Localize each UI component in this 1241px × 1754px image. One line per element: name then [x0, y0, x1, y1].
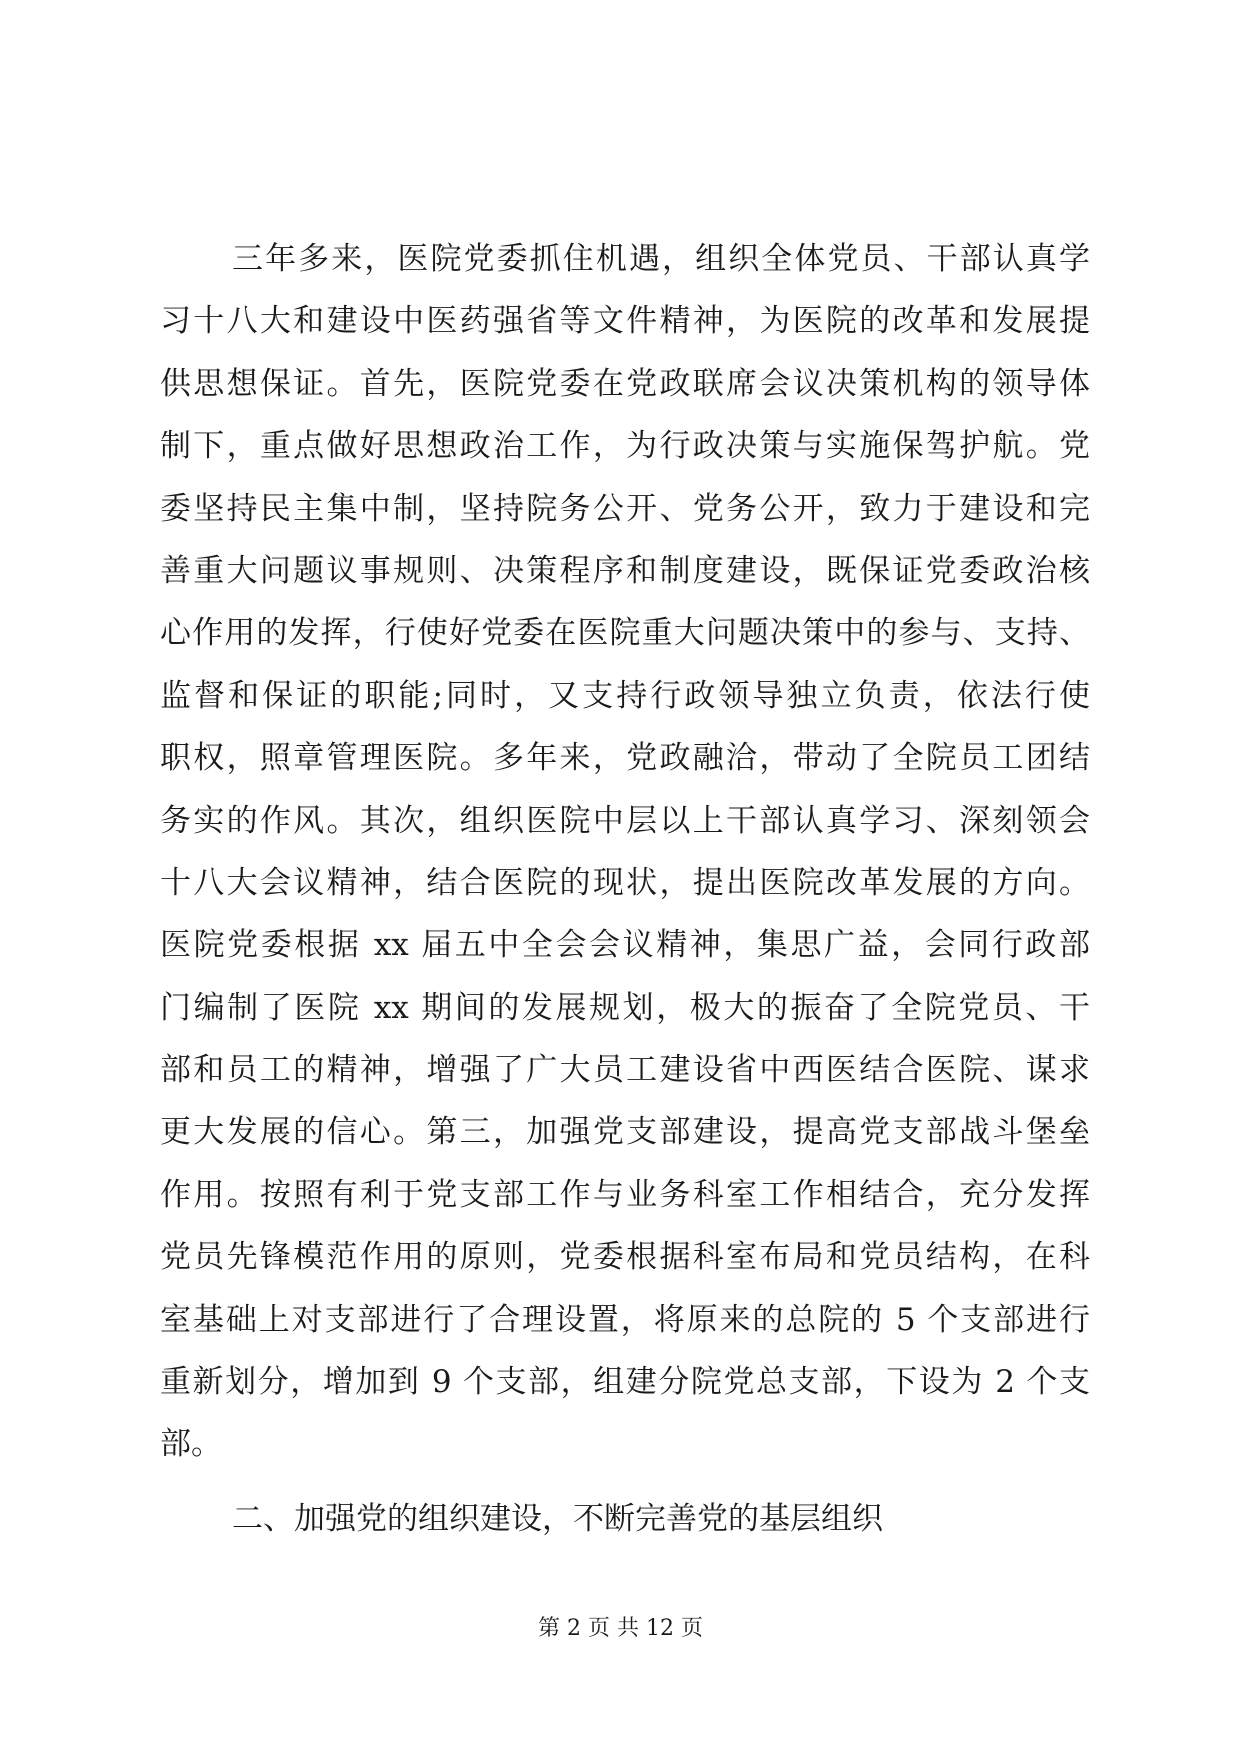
paragraph-line: 监督和保证的职能;同时，又支持行政领导独立负责，依法行使 — [160, 677, 1090, 714]
paragraph-line: 心作用的发挥，行使好党委在医院重大问题决策中的参与、支持、 — [160, 615, 1090, 652]
paragraph-line: 务实的作风。其次，组织医院中层以上干部认真学习、深刻领会 — [160, 802, 1090, 839]
paragraph-line: 职权，照章管理医院。多年来，党政融洽，带动了全院员工团结 — [160, 740, 1090, 777]
page-number-footer: 第 2 页 共 12 页 — [538, 1616, 703, 1641]
paragraph-line: 更大发展的信心。第三，加强党支部建设，提高党支部战斗堡垒 — [160, 1114, 1090, 1151]
paragraph-line: 重新划分，增加到 9 个支部，组建分院党总支部，下设为 2 个支 — [160, 1364, 1090, 1401]
paragraph-line: 三年多来，医院党委抓住机遇，组织全体党员、干部认真学 — [232, 241, 1090, 277]
section-heading: 二、加强党的组织建设，不断完善党的基层组织 — [232, 1501, 883, 1537]
paragraph-line: 供思想保证。首先，医院党委在党政联席会议决策机构的领导体 — [160, 365, 1090, 402]
paragraph-line: 部和员工的精神，增强了广大员工建设省中西医结合医院、谋求 — [160, 1052, 1090, 1089]
paragraph-line: 善重大问题议事规则、决策程序和制度建设，既保证党委政治核 — [160, 552, 1090, 589]
paragraph-line: 部。 — [160, 1426, 222, 1463]
paragraph-line: 作用。按照有利于党支部工作与业务科室工作相结合，充分发挥 — [160, 1176, 1090, 1213]
paragraph-line: 党员先锋模范作用的原则，党委根据科室布局和党员结构，在科 — [160, 1239, 1090, 1276]
paragraph-line: 习十八大和建设中医药强省等文件精神，为医院的改革和发展提 — [160, 303, 1090, 340]
paragraph-line: 十八大会议精神，结合医院的现状，提出医院改革发展的方向。 — [160, 864, 1090, 901]
paragraph-line: 制下，重点做好思想政治工作，为行政决策与实施保驾护航。党 — [160, 428, 1090, 465]
paragraph-line: 医院党委根据 xx 届五中全会会议精神，集思广益，会同行政部 — [160, 927, 1090, 964]
paragraph — [160, 228, 1090, 1476]
paragraph-line: 委坚持民主集中制，坚持院务公开、党务公开，致力于建设和完 — [160, 490, 1090, 527]
paragraph-line: 门编制了医院 xx 期间的发展规划，极大的振奋了全院党员、干 — [160, 989, 1090, 1026]
paragraph-line: 室基础上对支部进行了合理设置，将原来的总院的 5 个支部进行 — [160, 1301, 1090, 1338]
